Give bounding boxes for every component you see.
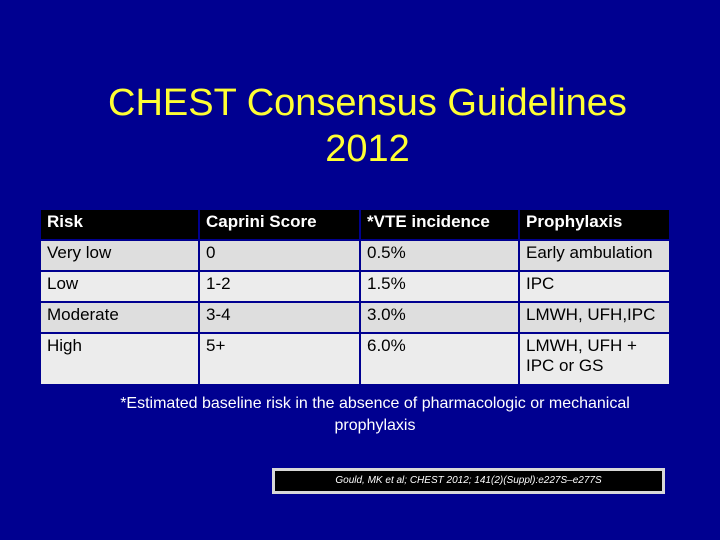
cell: 1.5%: [360, 271, 519, 302]
slide-title: [0, 80, 720, 172]
title-line-2: 2012: [325, 128, 410, 170]
cell: 0: [199, 240, 360, 271]
header-risk: Risk: [40, 209, 199, 240]
table-row: [40, 240, 670, 271]
header-vte: *VTE incidence: [360, 209, 519, 240]
table-row: [40, 271, 670, 302]
table-row: [40, 333, 670, 385]
table-row: [40, 302, 670, 333]
cell: Early ambulation: [519, 240, 670, 271]
cell: Very low: [40, 240, 199, 271]
cell: Moderate: [40, 302, 199, 333]
cell: High: [40, 333, 199, 385]
table-header-row: [40, 209, 670, 240]
cell: 3.0%: [360, 302, 519, 333]
cell: 5+: [199, 333, 360, 385]
guidelines-table: [39, 208, 671, 386]
cell: Low: [40, 271, 199, 302]
citation: Gould, MK et al; CHEST 2012; 141(2)(Suppl):e227S–e277S: [272, 468, 665, 494]
cell: LMWH, UFH + IPC or GS: [519, 333, 670, 385]
header-caprini: Caprini Score: [199, 209, 360, 240]
header-prophylaxis: Prophylaxis: [519, 209, 670, 240]
cell: 6.0%: [360, 333, 519, 385]
cell: IPC: [519, 271, 670, 302]
cell: 0.5%: [360, 240, 519, 271]
title-line-1: CHEST Consensus Guidelines: [108, 82, 627, 124]
cell: 1-2: [199, 271, 360, 302]
cell: 3-4: [199, 302, 360, 333]
footnote: *Estimated baseline risk in the absence of pharmacologic or mechanical prophylaxis: [120, 395, 630, 434]
cell: LMWH, UFH,IPC: [519, 302, 670, 333]
